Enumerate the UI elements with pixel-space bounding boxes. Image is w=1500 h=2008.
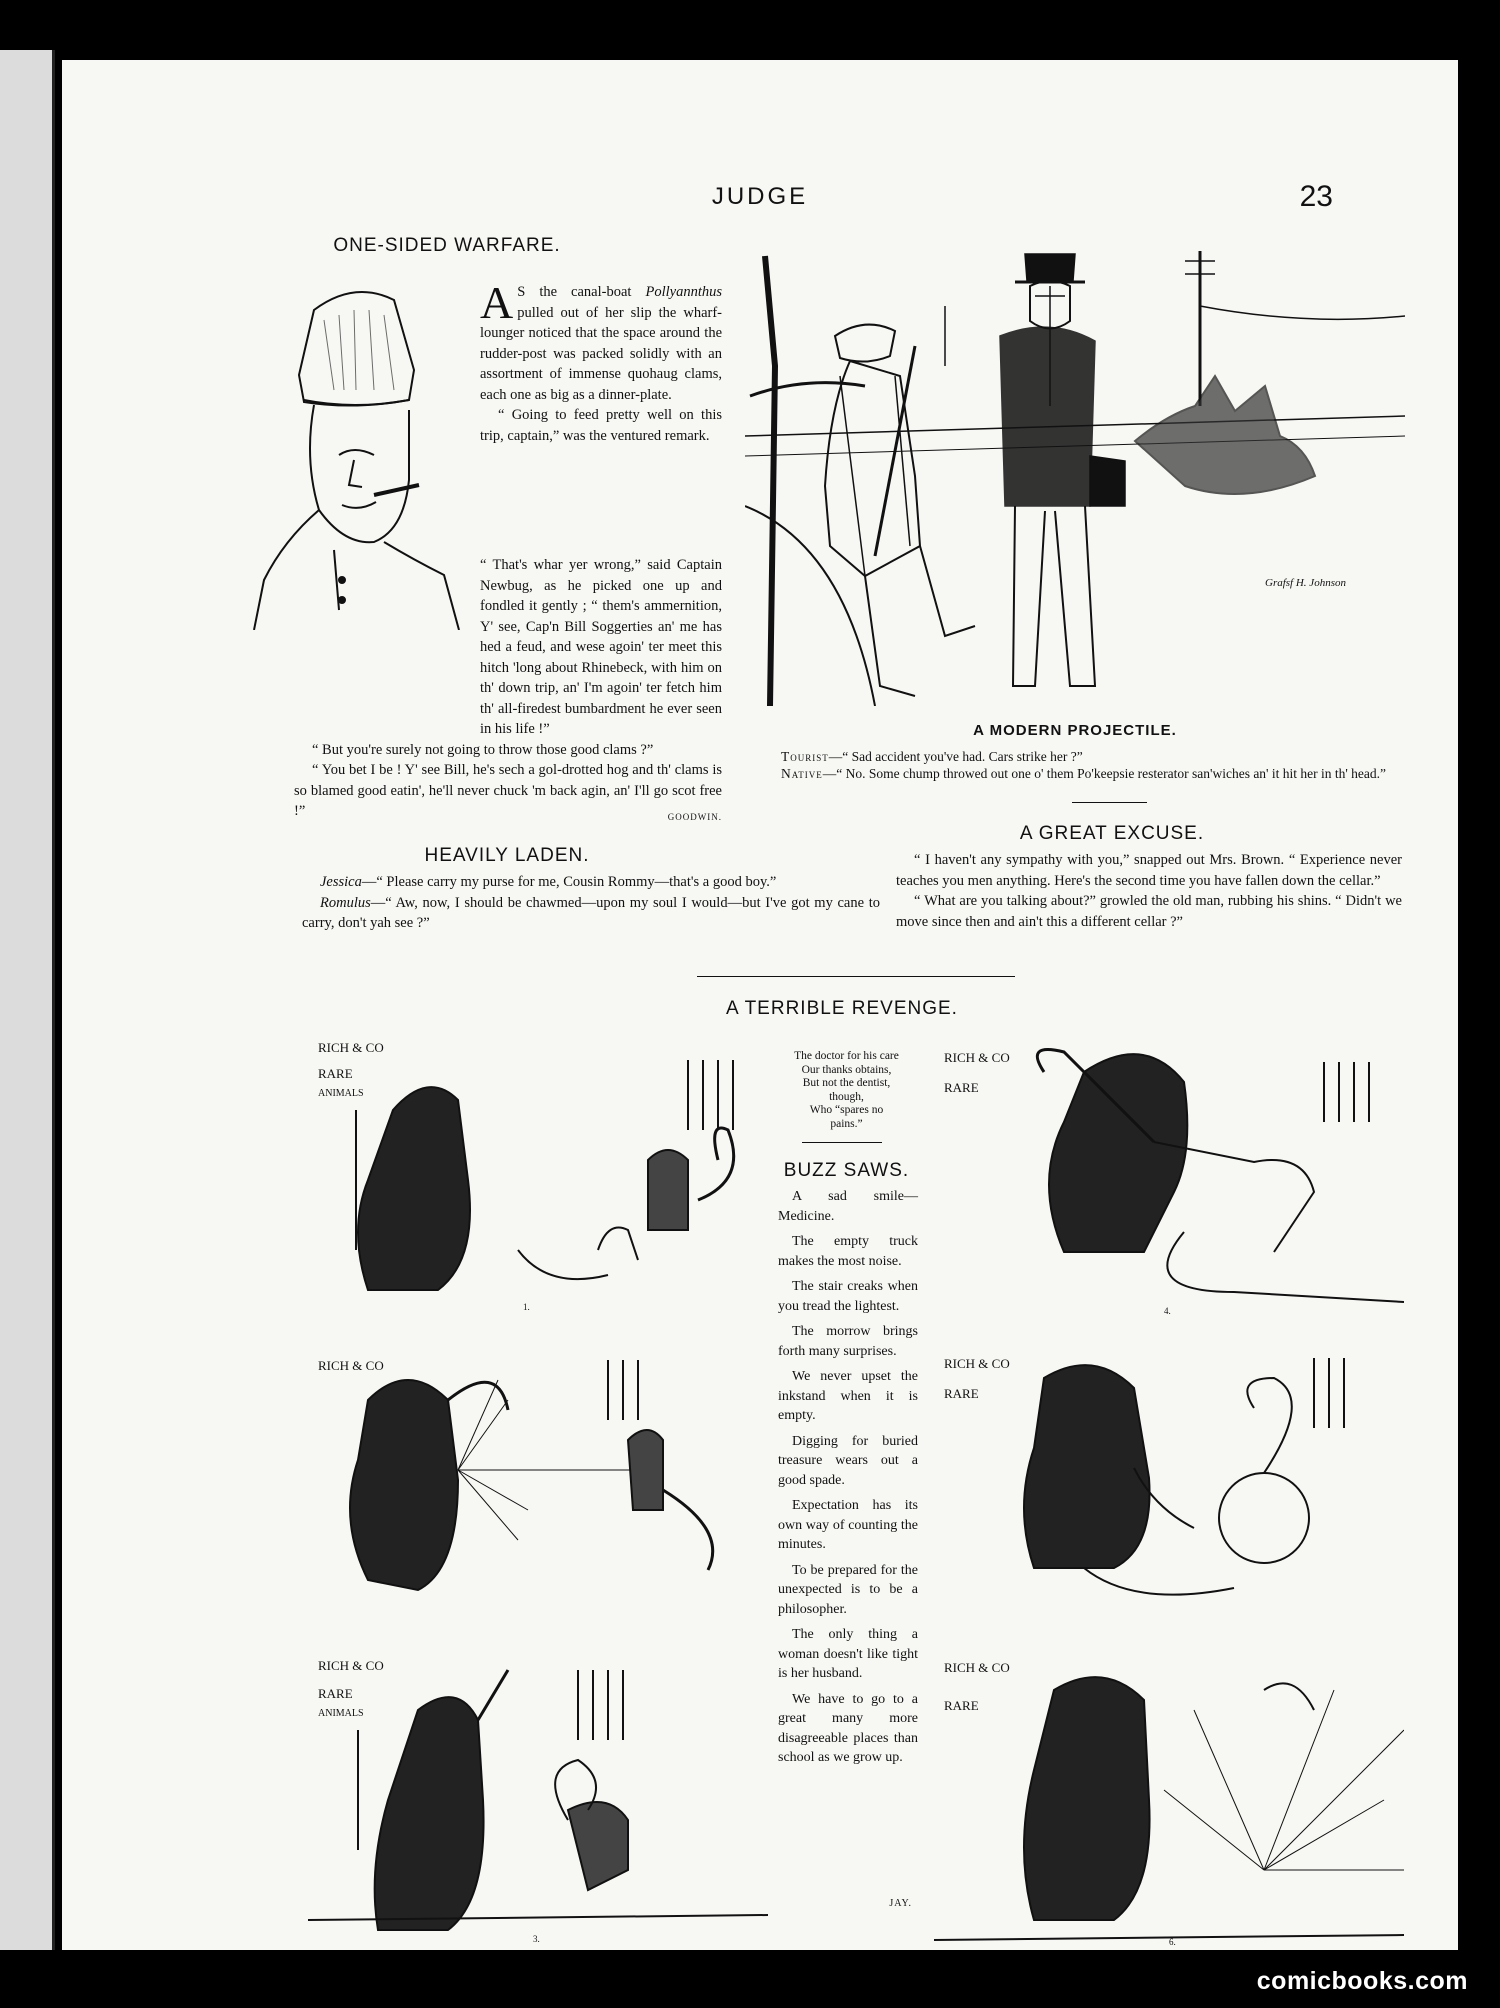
panel-1-number: 1.: [523, 1302, 530, 1312]
terrible-revenge-title: A TERRIBLE REVENGE.: [726, 998, 958, 1019]
one-sided-warfare-body-bottom: [294, 555, 722, 822]
paragraph-4: “ But you're surely not going to throw those good clams ?”: [312, 741, 654, 758]
buzz-saw-item: The empty truck makes the most noise.: [778, 1234, 918, 1269]
panel-2-sign-line1: RICH & CO: [318, 1358, 384, 1373]
page-number: 23: [1299, 180, 1333, 213]
running-head: JUDGE: [711, 183, 809, 210]
dropcap: A: [480, 277, 514, 328]
artist-signature: Grafsf H. Johnson: [1265, 577, 1346, 589]
buzz-saws-list: [778, 1187, 918, 1774]
comic-panel-3: [308, 1650, 768, 1950]
buzz-saw-item: We never upset the inkstand when it is empty.: [778, 1369, 918, 1423]
speaker-native: Native: [781, 766, 823, 781]
modern-projectile-illustration: [745, 246, 1405, 706]
buzz-saw-item: The only thing a woman doesn't like tight is her husband.: [778, 1627, 918, 1681]
panel-6-number: 6.: [1169, 1937, 1176, 1947]
buzz-saw-item: A sad smile—Medicine.: [778, 1189, 918, 1224]
panel-3-sign-line3: ANIMALS: [318, 1708, 364, 1719]
jay-signature: JAY.: [889, 1898, 912, 1909]
panel-1-sign-line1: RICH & CO: [318, 1040, 384, 1055]
speaker-tourist: Tourist: [781, 749, 829, 764]
speaker-romulus: Romulus: [320, 894, 371, 911]
buzz-saw-item: The stair creaks when you tread the lightest.: [778, 1279, 918, 1314]
buzz-saw-item: To be prepared for the unexpected is to be a philosopher.: [778, 1562, 918, 1617]
panel-3-sign-line1: RICH & CO: [318, 1658, 384, 1673]
one-sided-warfare-body-top: A S the canal-boat Pollyannthus pulled out of her slip the wharf-lounger noticed that the space around the rudder-post was packed solidly with an assortment of immense quohaug clams, each one as big as a dinner-plate. “ Going to feed pretty well on this trip, captain,” was the ventured remark.: [480, 282, 722, 446]
panel-3-sign-line2: RARE: [318, 1686, 353, 1701]
heavily-laden-title: HEAVILY LADEN.: [424, 845, 590, 866]
comic-panel-5: [934, 1338, 1404, 1628]
comic-panel-6: [934, 1650, 1404, 1950]
panel-5-sign-line2: RARE: [944, 1386, 979, 1401]
previous-page-edge: [0, 50, 55, 1950]
panel-5-sign-line1: RICH & CO: [944, 1356, 1010, 1371]
divider-rule: [1072, 802, 1147, 803]
panel-6-sign-line1: RICH & CO: [944, 1660, 1010, 1675]
panel-4-sign-line1: RICH & CO: [944, 1050, 1010, 1065]
modern-projectile-title: A MODERN PROJECTILE.: [973, 722, 1177, 739]
site-watermark: comicbooks.com: [1256, 1967, 1468, 1995]
panel-6-sign-line2: RARE: [944, 1698, 979, 1713]
comic-panel-2: [308, 1340, 768, 1630]
goodwin-signature: GOODWIN.: [667, 812, 722, 822]
comic-panel-1: [308, 1030, 768, 1320]
buzz-saw-item: Digging for buried treasure wears out a good spade.: [778, 1433, 918, 1488]
great-excuse-para-1: “ I haven't any sympathy with you,” snapped out Mrs. Brown. “ Experience never teaches you men anything. Here's the second time you have fallen down the cellar.”: [896, 852, 1402, 889]
speaker-jessica: Jessica: [320, 874, 362, 890]
panel-1-sign-line3: ANIMALS: [318, 1088, 364, 1099]
paragraph-2: “ Going to feed pretty well on this trip, captain,” was the ventured remark.: [480, 407, 722, 444]
great-excuse-para-2: “ What are you talking about?” growled the old man, rubbing his shins. “ Didn't we move since then and ain't this a different cellar ?”: [896, 893, 1402, 930]
one-sided-warfare-title: ONE-SIDED WARFARE.: [333, 235, 561, 256]
section-rule: [697, 976, 1015, 977]
dentist-poem: The doctor for his care Our thanks obtains, But not the dentist, though, Who “spares no pains.”: [794, 1050, 899, 1130]
buzz-saw-item: Expectation has its own way of counting the minutes.: [778, 1498, 918, 1552]
poem-rule: [802, 1142, 882, 1143]
buzz-saw-item: We have to go to a great many more disagreeable places than school as we grow up.: [778, 1691, 918, 1765]
paragraph-5: “ You bet I be ! Y' see Bill, he's sech a gol-drotted hog and th' clams is so blamed good eatin', he'll never chuck 'm back agin, an' I'll go scot free !”: [294, 762, 722, 819]
heavily-laden-dialogue: Jessica—“ Please carry my purse for me, Cousin Rommy—that's a good boy.” Romulus—“ Aw, now, I should be chawmed—upon my soul I would—but I've got my cane to carry, don't yah see ?”: [302, 874, 880, 931]
modern-projectile-dialogue: Tourist—“ Sad accident you've had. Cars strike her ?” Native—“ No. Some chump throwed out one o' them Po'keepsie resterator san'wiches an' it hit her in th' head.”: [781, 749, 1387, 781]
great-excuse-body: [896, 850, 1402, 932]
boat-name: Pollyannthus: [645, 284, 722, 300]
panel-3-number: 3.: [533, 1934, 540, 1944]
buzz-saws-title: BUZZ SAWS.: [783, 1160, 910, 1181]
panel-4-sign-line2: RARE: [944, 1080, 979, 1095]
panel-1-sign-line2: RARE: [318, 1066, 353, 1081]
comic-panel-4: [934, 1032, 1404, 1322]
magazine-page: [62, 60, 1458, 1950]
paragraph-3: “ That's whar yer wrong,” said Captain Newbug, as he picked one up and fondled it gently ; “ them's ammernition, Y' see, Cap'n Bill Soggerties an' me has hed a feud, and wese agoin' ter meet this hitch 'long about Rhinebeck, with him on th' down trip, an' I'm agoin' ter fetch him th' all-firedest bumbardment he ever seen in his life !”: [480, 557, 722, 737]
panel-4-number: 4.: [1164, 1306, 1171, 1316]
buzz-saw-item: The morrow brings forth many surprises.: [778, 1324, 918, 1359]
great-excuse-title: A GREAT EXCUSE.: [1019, 823, 1205, 844]
